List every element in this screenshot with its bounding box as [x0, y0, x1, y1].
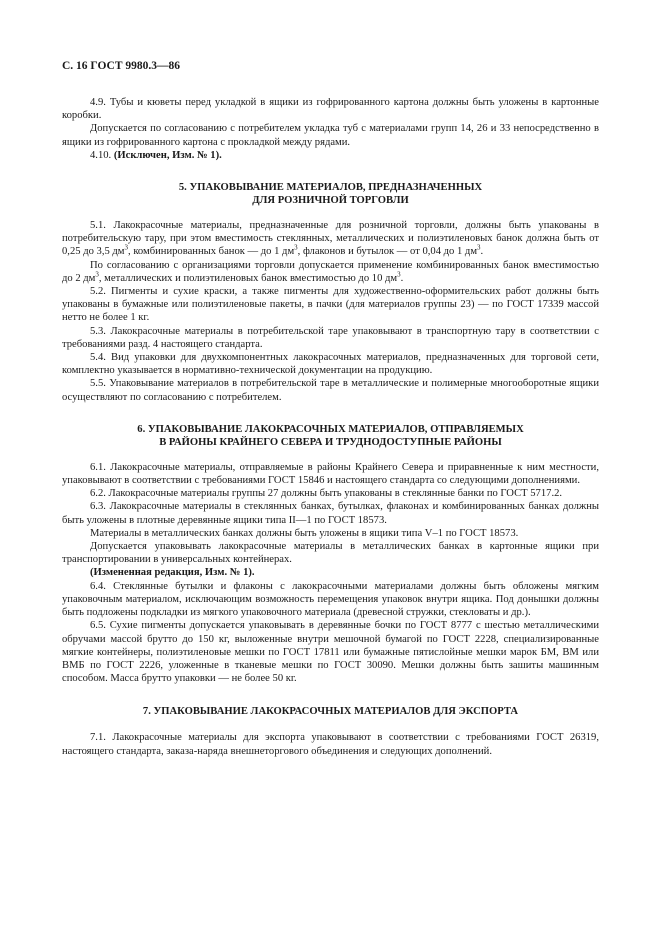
superscript: 3 — [95, 270, 99, 279]
page-header: С. 16 ГОСТ 9980.3—86 — [62, 60, 181, 72]
section-5-heading-line2: ДЛЯ РОЗНИЧНОЙ ТОРГОВЛИ — [252, 195, 409, 207]
paragraph-5-2: 5.2. Пигменты и сухие краски, а также пигменты для художественно-оформительских работ должны быть упакованы в бумажные или полиэтиленовые пакеты, в пачки (для материалов группы 23) — по ГОСТ 17339 массой нетто не более 1 кг. — [62, 286, 599, 324]
paragraph-6-3: 6.3. Лакокрасочные материалы в стеклянных банках, бутылках, флаконах и комбинированных банках должны быть уложены в плотные деревянные ящики типа II—1 по ГОСТ 18573. — [62, 501, 599, 526]
paragraph-4-10-number: 4.10. — [90, 149, 114, 161]
section-7-heading-line1: 7. УПАКОВЫВАНИЕ ЛАКОКРАСОЧНЫХ МАТЕРИАЛОВ ДЛЯ ЭКСПОРТА — [142, 706, 519, 718]
page-body — [62, 96, 599, 758]
section-5-heading — [62, 181, 599, 207]
paragraph-4-10-text: (Исключен, Изм. № 1). — [113, 149, 222, 161]
section-5-heading-line1: 5. УПАКОВЫВАНИЕ МАТЕРИАЛОВ, ПРЕДНАЗНАЧЕННЫХ — [178, 182, 483, 194]
paragraph-5-1-note: По согласованию с организациями торговли допускается применение комбинированных банок вместимостью до 2 $дм^3$, металлических и полиэтиленовых банок вместимостью до 10 $дм^3$. — [62, 259, 599, 284]
superscript: 3 — [397, 270, 401, 279]
paragraph-4-9-note: Допускается по согласованию с потребителем укладка туб с материалами групп 14, 26 и 33 непосредственно в ящики из гофрированного картона с прокладкой между рядами. — [62, 123, 599, 148]
paragraph-6-4: 6.4. Стеклянные бутылки и флаконы с лакокрасочными материалами должны быть обложены мягким упаковочным материалом, исключающим возможность перемещения упаковок внутри ящика. Под донышки должны быть подложены подкладки из мягкого упаковочного материала (древесной стружки, стекловаты и др.). — [62, 580, 599, 619]
paragraph-5-4: 5.4. Вид упаковки для двухкомпонентных лакокрасочных материалов, предназначенных для торговой сети, комплектно указывается в нормативно-технической документации на продукцию. — [62, 352, 599, 377]
paragraph-5-3: 5.3. Лакокрасочные материалы в потребительской таре упаковывают в транспортную тару в соответствии с требованиями разд. 4 настоящего стандарта. — [62, 325, 599, 350]
paragraph-6-2: 6.2. Лакокрасочные материалы группы 27 должны быть упакованы в стеклянные банки по ГОСТ 5717.2. — [90, 488, 563, 500]
superscript: 3 — [124, 243, 129, 252]
paragraph-4-9: 4.9. Тубы и кюветы перед укладкой в ящики из гофрированного картона должны быть уложены в картонные коробки. — [62, 97, 599, 122]
paragraph-6-3-cartons: Допускается упаковывать лакокрасочные материалы в металлических банках в картонные ящики при транспортировании в универсальных контейнерах. — [62, 541, 599, 566]
paragraph-6-3-metal: Материалы в металлических банках должны быть уложены в ящики типа V–1 по ГОСТ 18573. — [90, 527, 519, 539]
section-6-heading-line1: 6. УПАКОВЫВАНИЕ ЛАКОКРАСОЧНЫХ МАТЕРИАЛОВ, ОТПРАВЛЯЕМЫХ — [137, 423, 524, 435]
edition-note: (Измененная редакция, Изм. № 1). — [90, 567, 255, 579]
section-6-heading — [62, 423, 599, 449]
superscript: 3 — [477, 243, 481, 252]
section-7-heading — [62, 705, 599, 718]
paragraph-7-1: 7.1. Лакокрасочные материалы для экспорта упаковывают в соответствии с требованиями ГОСТ 26319, настоящего стандарта, заказа-наряда внешнеторгового объединения и следующих дополнений. — [62, 732, 599, 757]
paragraph-5-5: 5.5. Упаковывание материалов в потребительской таре в металлические и полимерные многооборотные ящики осуществляют по согласованию с потребителем. — [62, 378, 599, 403]
paragraph-4-10 — [62, 149, 599, 162]
paragraph-5-1: 5.1. Лакокрасочные материалы, предназначенные для розничной торговли, должны быть упакованы в потребительскую тару, при этом вместимость стеклянных, металлических и полиэтиленовых банок должна быть от 0,25 до 3,5 $дм^3$, комбинированных банок — до 1 $дм^3$, флаконов и бутылок — от 0,04 до 1 $дм^3$. — [62, 220, 599, 258]
paragraph-6-5: 6.5. Сухие пигменты допускается упаковывать в деревянные бочки по ГОСТ 8777 с шестью металлическими обручами массой брутто до 150 кг, выложенные внутри мешочной бумагой по ГОСТ 2228, специализированные мягкие контейнеры, полиэтиленовые мешки по ГОСТ 17811 или бумажные пятислойные мешки марок БМ, ВМ или ВМБ по ГОСТ 2226, уложенные в тканевые мешки по ГОСТ 30090. Мешки должны быть зашиты машинным способом. Масса брутто упаковки — не более 50 кг. — [62, 620, 599, 685]
paragraph-6-1: 6.1. Лакокрасочные материалы, отправляемые в районы Крайнего Севера и приравненные к ним местности, упаковывают в соответствии с требованиями ГОСТ 15846 и настоящего стандарта со следующими дополнениями. — [62, 461, 599, 487]
superscript: 3 — [294, 243, 298, 252]
section-6-heading-line2: В РАЙОНЫ КРАЙНЕГО СЕВЕРА И ТРУДНОДОСТУПНЫЕ РАЙОНЫ — [159, 436, 502, 448]
